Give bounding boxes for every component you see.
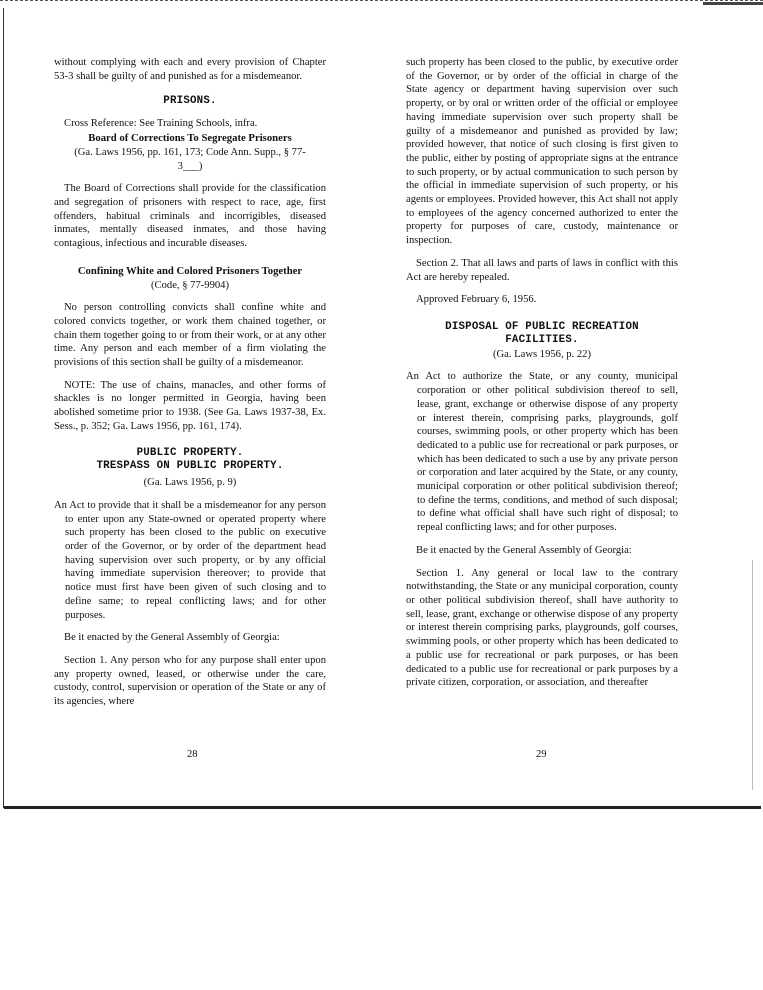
paragraph-enacting-clause-right: Be it enacted by the General Assembly of Georgia: <box>416 544 632 556</box>
paragraph-confining-prisoners: No person controlling convicts shall confine white and colored convicts together, or work them chained together, or chain them together going to or from their work, or at any other time. Any person and each member of a firm violating the provisions of this section shall be guilty of a misdemeanor. <box>54 302 326 368</box>
citation-disposal: (Ga. Laws 1956, p. 22) <box>493 348 591 360</box>
page-number-right: 29 <box>536 749 547 760</box>
heading-prisons: PRISONS. <box>163 95 217 108</box>
bottom-page-border <box>4 806 761 809</box>
citation-confining-prisoners: (Code, § 77-9904) <box>151 279 229 291</box>
paragraph-disposal-act-title: An Act to authorize the State, or any county, municipal corporation or other political subdivision thereof to sell, lease, grant, exchange or otherwise dispose of any property or interest therein, comprising parks, playgrounds, golf courses, swimming pools, or other property which has been dedicated to a public use for recreational or park purposes, or which has been dedicated to such a use by any private person or corporation and later acquired by the State, or any county, municipal corporation or other political subdivision thereof; to define the terms, conditions, and method of such disposal; to define what official shall have such right of disposal; to repeal conflicting laws; and for other purposes. <box>406 371 678 534</box>
top-page-border <box>0 0 763 4</box>
top-right-scan-mark <box>703 2 763 5</box>
heading-board-of-corrections: Board of Corrections To Segregate Prisoners <box>88 132 292 145</box>
heading-trespass-on-public-property: TRESPASS ON PUBLIC PROPERTY. <box>96 460 284 473</box>
left-page-border <box>3 8 4 808</box>
paragraph-note-shackles: NOTE: The use of chains, manacles, and other forms of shackles is no longer permitted in Georgia, having been abolished sometime prior to 1938. (See Ga. Laws 1937-38, Ex. Sess., p. 352; Ga. Laws 1956, pp. 161, 174). <box>54 379 326 432</box>
right-page-column <box>406 56 678 699</box>
citation-trespass: (Ga. Laws 1956, p. 9) <box>143 477 237 489</box>
paragraph-trespass-act-title: An Act to provide that it shall be a misdemeanor for any person to enter upon any State-owned or operated property where such property has been closed to the public on executive order of the Governor, or by order of the department head having supervision over such property, or by any official having immediate supervision thereover; to provide that notice must first have been given of such closing and to define same; to repeal conflicting laws; and for other purposes. <box>54 499 326 621</box>
paragraph-trespass-section-1-continuation: such property has been closed to the public, by executive order of the Governor, or by order of the official in charge of the State agency or department having supervision over such property, or by oral or written order of the official or employee having immediate supervision over such property shall be guilty of a misdemeanor and punished as provided by law; provided however, that notice of such closing is first given to the public, either by posting of appropriate signs at the entrance to such property, or by actual communication to such person by the official in immediate supervision of such property, or his agents or employees. Provided however, this Act shall not apply to employees of the agency concerned authorized to enter the property for purposes of care, custody, maintenance or inspection. <box>406 57 678 247</box>
paragraph-enacting-clause-left: Be it enacted by the General Assembly of Georgia: <box>64 632 280 644</box>
paragraph-trespass-section-2: Section 2. That all laws and parts of laws in conflict with this Act are hereby repealed. <box>406 257 678 283</box>
heading-confining-prisoners: Confining White and Colored Prisoners Together <box>77 264 303 277</box>
paragraph-disposal-section-1: Section 1. Any general or local law to the contrary notwithstanding, the State or any municipal corporation, county or other political subdivision thereof, shall have authority to sell, lease, grant, exchange or otherwise dispose of any property or interest therein comprising parks, playgrounds, golf courses, swimming pools, or other property which has been dedicated to a public use for recreational or park purposes, or has been dedicated to a public use for recreational or park purposes by a private citizen, corporation, or association, and thereafter <box>406 567 678 689</box>
paragraph-board-of-corrections: The Board of Corrections shall provide for the classification and segregation of prisoners with respect to race, age, first offenders, habitual criminals and incorrigibles, diseased inmates, mentally diseased inmates, and those having contagious, infectious and incurable diseases. <box>54 183 326 249</box>
right-margin-scan-mark <box>752 560 753 790</box>
heading-public-property: PUBLIC PROPERTY. <box>136 447 244 460</box>
paragraph-trespass-section-1: Section 1. Any person who for any purpose shall enter upon any property owned, leased, or otherwise under the care, custody, control, supervision or operation of the State or any of its agencies, where <box>54 654 326 708</box>
page-number-left: 28 <box>187 749 198 760</box>
paragraph-misdemeanor-continuation: without complying with each and every provision of Chapter 53-3 shall be guilty of and punished as for a misdemeanor. <box>54 57 326 82</box>
approval-date: Approved February 6, 1956. <box>416 294 537 306</box>
left-page-column <box>54 56 326 718</box>
heading-disposal-of-public-recreation-facilities: DISPOSAL OF PUBLIC RECREATION FACILITIES. <box>445 320 639 346</box>
cross-reference: Cross Reference: See Training Schools, infra. <box>64 118 258 130</box>
citation-board-of-corrections: (Ga. Laws 1956, pp. 161, 173; Code Ann. Supp., § 77-3___) <box>74 147 306 172</box>
